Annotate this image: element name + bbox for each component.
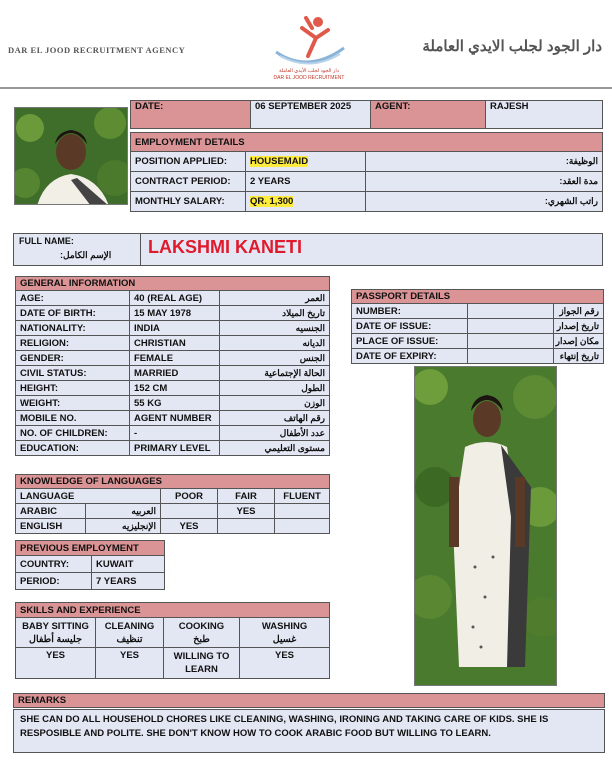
employment-title: EMPLOYMENT DETAILS bbox=[131, 133, 603, 152]
remarks-title: REMARKS bbox=[13, 693, 605, 708]
logo-text-ar: دار الجود لجلب الأيدي العاملة bbox=[279, 68, 339, 74]
general-value: MARRIED bbox=[130, 366, 220, 381]
previous-title: PREVIOUS EMPLOYMENT bbox=[16, 541, 165, 556]
general-info-table bbox=[15, 276, 330, 456]
general-label: EDUCATION: bbox=[16, 441, 130, 456]
passport-row bbox=[352, 319, 604, 334]
skill-name: BABY SITTING bbox=[22, 620, 89, 632]
general-label-ar: الطول bbox=[220, 381, 330, 396]
language-fair bbox=[218, 519, 275, 534]
general-label: AGE: bbox=[16, 291, 130, 306]
previous-value: KUWAIT bbox=[92, 556, 165, 573]
general-row bbox=[16, 336, 330, 351]
passport-value bbox=[468, 334, 554, 349]
general-value: - bbox=[130, 426, 220, 441]
general-label-ar: الديانه bbox=[220, 336, 330, 351]
general-row bbox=[16, 426, 330, 441]
languages-header-row bbox=[16, 489, 330, 504]
skill-name-ar: تنظيف bbox=[116, 633, 143, 645]
employment-row bbox=[131, 192, 603, 212]
passport-label: DATE OF ISSUE: bbox=[352, 319, 468, 334]
employment-row bbox=[131, 152, 603, 172]
employment-label-ar: مدة العقد: bbox=[366, 172, 603, 192]
passport-value bbox=[468, 349, 554, 364]
language-name-ar: العربيه bbox=[86, 504, 161, 519]
agent-label: AGENT: bbox=[371, 101, 486, 129]
date-label: DATE: bbox=[131, 101, 251, 129]
passport-label: NUMBER: bbox=[352, 304, 468, 319]
languages-table bbox=[15, 474, 330, 534]
language-fluent bbox=[275, 519, 330, 534]
general-label: DATE OF BIRTH: bbox=[16, 306, 130, 321]
employment-label-ar: الوظيفة: bbox=[366, 152, 603, 172]
skill-name: WASHING bbox=[261, 620, 308, 632]
general-value: INDIA bbox=[130, 321, 220, 336]
skill-value: YES bbox=[240, 648, 330, 679]
employment-row bbox=[131, 172, 603, 192]
date-value: 06 SEPTEMBER 2025 bbox=[251, 101, 371, 129]
previous-row bbox=[16, 573, 165, 590]
passport-label-ar: تاريخ إصدار bbox=[554, 319, 604, 334]
general-value: CHRISTIAN bbox=[130, 336, 220, 351]
general-row bbox=[16, 291, 330, 306]
general-value: 40 (REAL AGE) bbox=[130, 291, 220, 306]
languages-title: KNOWLEDGE OF LANGUAGES bbox=[16, 475, 330, 489]
general-value: 15 MAY 1978 bbox=[130, 306, 220, 321]
general-row bbox=[16, 411, 330, 426]
employment-value: 2 YEARS bbox=[246, 172, 366, 192]
employment-details-table bbox=[130, 132, 603, 212]
general-row bbox=[16, 366, 330, 381]
previous-employment-table bbox=[15, 540, 165, 590]
general-label: RELIGION: bbox=[16, 336, 130, 351]
passport-label: DATE OF EXPIRY: bbox=[352, 349, 468, 364]
skills-value-row bbox=[16, 648, 330, 679]
full-name-divider bbox=[140, 233, 141, 266]
skill-value: WILLING TO LEARN bbox=[164, 648, 240, 679]
general-label-ar: مستوى التعليمي bbox=[220, 441, 330, 456]
general-label-ar: الجنس bbox=[220, 351, 330, 366]
skill-name-ar: جليسة أطفال bbox=[29, 633, 82, 645]
candidate-photo-small bbox=[14, 107, 128, 205]
language-name: ARABIC bbox=[16, 504, 86, 519]
passport-row bbox=[352, 349, 604, 364]
fluent-col-header: FLUENT bbox=[275, 489, 330, 504]
general-label: CIVIL STATUS: bbox=[16, 366, 130, 381]
general-row bbox=[16, 396, 330, 411]
general-value: FEMALE bbox=[130, 351, 220, 366]
skill-name: COOKING bbox=[178, 620, 225, 632]
general-label: MOBILE NO. bbox=[16, 411, 130, 426]
agent-value: RAJESH bbox=[486, 101, 603, 129]
general-row bbox=[16, 381, 330, 396]
passport-label-ar: تاريخ إنتهاء bbox=[554, 349, 604, 364]
language-row bbox=[16, 519, 330, 534]
general-label-ar: العمر bbox=[220, 291, 330, 306]
general-row bbox=[16, 321, 330, 336]
employment-label: CONTRACT PERIOD: bbox=[131, 172, 246, 192]
logo-text-en: DAR EL JOOD RECRUITMENT bbox=[273, 75, 345, 81]
general-label: NO. OF CHILDREN: bbox=[16, 426, 130, 441]
language-row bbox=[16, 504, 330, 519]
general-value: AGENT NUMBER bbox=[130, 411, 220, 426]
passport-title: PASSPORT DETAILS bbox=[352, 290, 604, 304]
top-info-table bbox=[130, 100, 603, 129]
previous-row bbox=[16, 556, 165, 573]
header-divider bbox=[0, 87, 612, 89]
full-name-value: LAKSHMI KANETI bbox=[148, 237, 302, 257]
passport-label: PLACE OF ISSUE: bbox=[352, 334, 468, 349]
employment-label: POSITION APPLIED: bbox=[131, 152, 246, 172]
passport-label-ar: رقم الجواز bbox=[554, 304, 604, 319]
general-label-ar: الحالة الإجتماعية bbox=[220, 366, 330, 381]
language-poor bbox=[161, 504, 218, 519]
general-label-ar: الجنسيه bbox=[220, 321, 330, 336]
language-fluent bbox=[275, 504, 330, 519]
language-fair: YES bbox=[218, 504, 275, 519]
fair-col-header: FAIR bbox=[218, 489, 275, 504]
agency-name-en: DAR EL JOOD RECRUITMENT AGENCY bbox=[8, 45, 186, 55]
skill-name: CLEANING bbox=[104, 620, 155, 632]
general-label: NATIONALITY: bbox=[16, 321, 130, 336]
employment-value: HOUSEMAID bbox=[250, 156, 309, 167]
employment-label-ar: راتب الشهري: bbox=[366, 192, 603, 212]
skill-value: YES bbox=[16, 648, 96, 679]
general-row bbox=[16, 351, 330, 366]
employment-value: QR. 1,300 bbox=[250, 196, 294, 207]
full-name-label: FULL NAME: bbox=[19, 236, 74, 246]
previous-label: COUNTRY: bbox=[16, 556, 92, 573]
general-title: GENERAL INFORMATION bbox=[16, 277, 330, 291]
skill-name-ar: طبخ bbox=[193, 633, 210, 645]
passport-table bbox=[351, 289, 604, 364]
passport-row bbox=[352, 304, 604, 319]
candidate-photo-full bbox=[414, 366, 557, 686]
general-row bbox=[16, 441, 330, 456]
full-name-label-ar: الإسم الكامل: bbox=[60, 250, 112, 260]
skill-name-ar: غسيل bbox=[272, 633, 297, 645]
previous-label: PERIOD: bbox=[16, 573, 92, 590]
general-label: GENDER: bbox=[16, 351, 130, 366]
poor-col-header: POOR bbox=[161, 489, 218, 504]
previous-value: 7 YEARS bbox=[92, 573, 165, 590]
general-value: PRIMARY LEVEL bbox=[130, 441, 220, 456]
agency-name-ar: دار الجود لجلب الايدي العاملة bbox=[422, 38, 602, 55]
skills-title: SKILLS AND EXPERIENCE bbox=[16, 603, 330, 618]
skills-table bbox=[15, 602, 330, 679]
general-label-ar: الوزن bbox=[220, 396, 330, 411]
passport-value bbox=[468, 319, 554, 334]
language-name: ENGLISH bbox=[16, 519, 86, 534]
passport-label-ar: مكان إصدار bbox=[554, 334, 604, 349]
skill-value: YES bbox=[96, 648, 164, 679]
language-col-header: LANGUAGE bbox=[16, 489, 161, 504]
general-row bbox=[16, 306, 330, 321]
general-value: 55 KG bbox=[130, 396, 220, 411]
general-label: WEIGHT: bbox=[16, 396, 130, 411]
skills-header-row bbox=[16, 618, 330, 648]
language-poor: YES bbox=[161, 519, 218, 534]
general-label-ar: رقم الهاتف bbox=[220, 411, 330, 426]
general-label-ar: تاريخ الميلاد bbox=[220, 306, 330, 321]
language-name-ar: الإنجليزيه bbox=[86, 519, 161, 534]
general-label: HEIGHT: bbox=[16, 381, 130, 396]
remarks-text: SHE CAN DO ALL HOUSEHOLD CHORES LIKE CLEANING, WASHING, IRONING AND TAKING CARE OF KIDS. SHE IS RESPOSIBLE AND POLITE. SHE DON'T KNOW HOW TO COOK ARABIC FOOD BUT WILLING TO LEARN. bbox=[13, 709, 605, 753]
general-value: 152 CM bbox=[130, 381, 220, 396]
passport-row bbox=[352, 334, 604, 349]
general-label-ar: عدد الأطفال bbox=[220, 426, 330, 441]
employment-label: MONTHLY SALARY: bbox=[131, 192, 246, 212]
passport-value bbox=[468, 304, 554, 319]
